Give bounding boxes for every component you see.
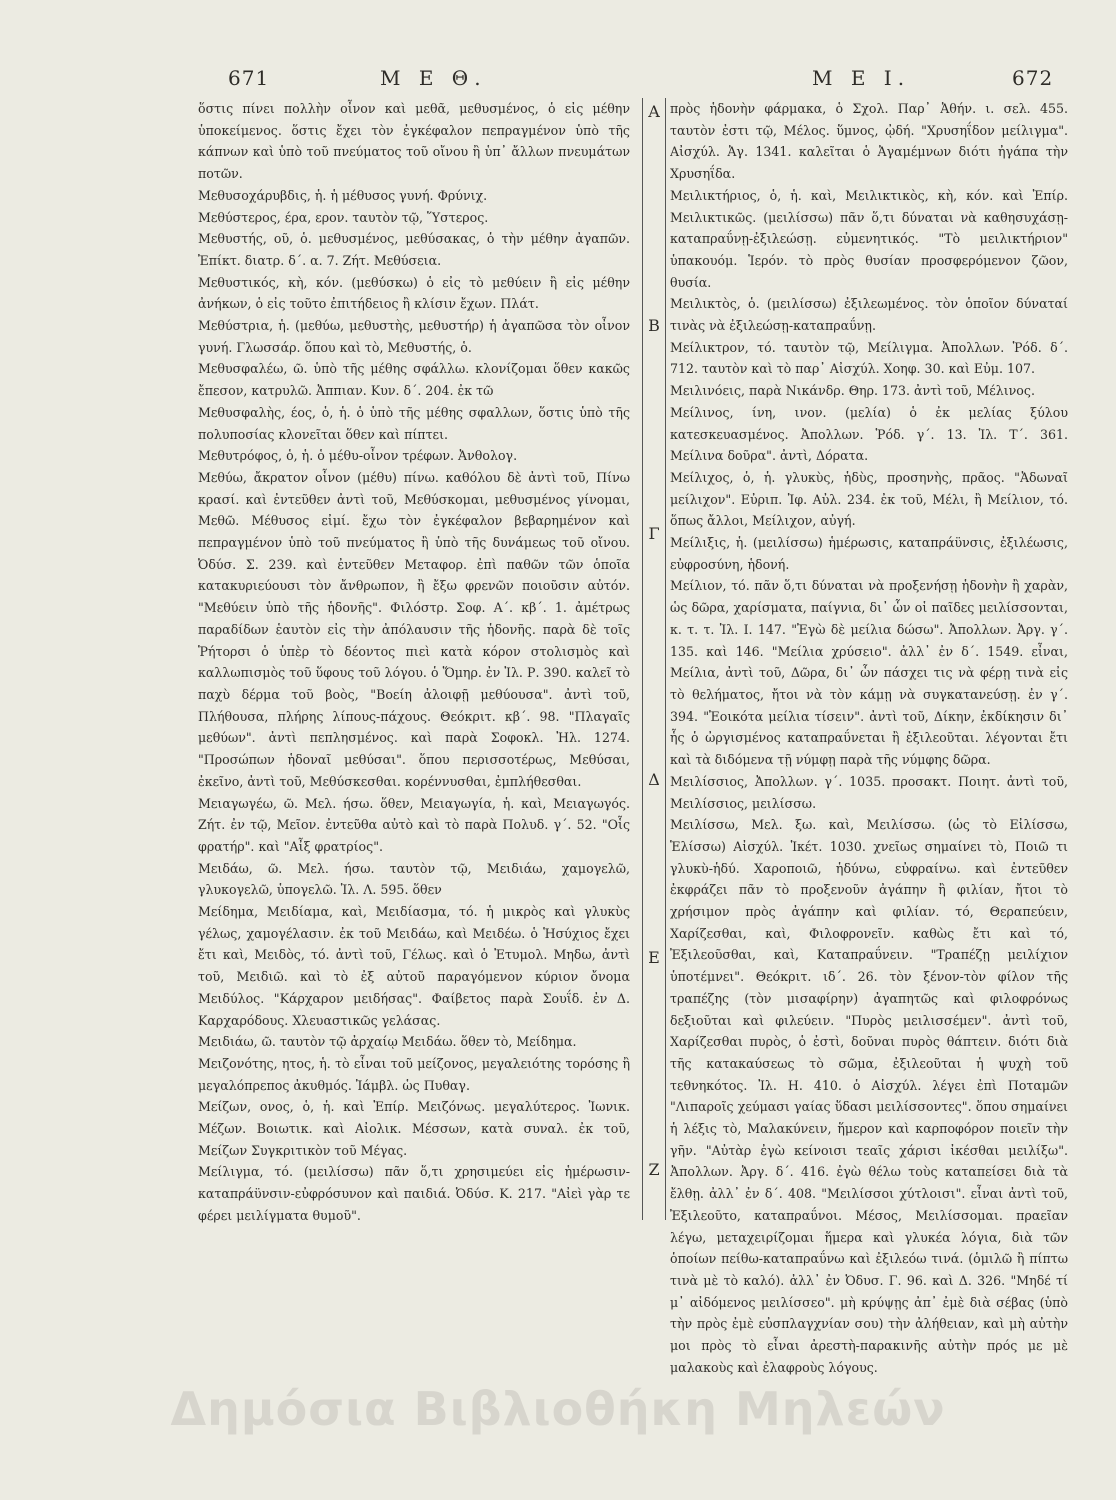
entry-text: Μείλικτρον, τό. ταυτὸν τῷ, Μείλιγμα. Ἀπολλων. Ῥόδ. δ΄. 712. ταυτὸν καὶ τὸ παρ᾽ Αἰσχύλ. Χοηφ. 30. καὶ Εὐμ. 107. bbox=[670, 339, 1068, 377]
entry-text: Μεθυστής, οῦ, ὁ. μεθυσμένος, μεθύσακας, ὁ τὴν μέθην ἀγαπῶν. Ἐπίκτ. διατρ. δ΄. α. 7. Ζήτ. Μεθύσεια. bbox=[198, 231, 630, 268]
entry-text: Μείλιξις, ἡ. (μειλίσσω) ἡμέρωσις, καταπράϋνσις, ἐξιλέωσις, εὐφροσύνη, ἡδονή. bbox=[670, 535, 1068, 572]
entry-text: Μεθυστικός, κὴ, κόν. (μεθύσκω) ὁ εἰς τὸ μεθύειν ἢ εἰς μέθην ἀνήκων, ὁ εἰς τοῦτο ἐπιτήδειος ἢ κλίσιν ἔχων. Πλάτ. bbox=[198, 274, 630, 312]
entry-text: Μειλικτὸς, ὁ. (μειλίσσω) ἐξιλεωμένος. τὸν ὁποῖον δύναταί τινὰς νὰ ἐξιλεώσῃ-καταπραΰνῃ. bbox=[670, 296, 1068, 334]
entry-text: Μείλιον, τό. πᾶν ὅ,τι δύναται νὰ προξενήσῃ ἡδονὴν ἢ χαρὰν, ὡς δῶρα, χαρίσματα, παίγνια, δι᾽ ὧν οἱ παῖδες μειλίσσονται, κ. τ. τ. Ἰλ. Ι. 147. "Ἐγὼ δὲ μείλια δώσω". Ἀπολλων. Ἀργ. γ΄. 135. καὶ 146. "Μείλια χρύσειο". ἀλλ᾽ ἐν δ΄. 1549. εἶναι, Μείλια, ἀντὶ τοῦ, Δῶρα, δι᾽ ὧν πάσχει τις νὰ φέρῃ τινὰ εἰς τὸ θελήματος, ἤτοι νὰ τὸν κάμῃ νὰ συγκατανεύσῃ. ἐν γ΄. 394. "Ἐοικότα μείλια τίσειν". ἀντὶ τοῦ, Δίκην, ἐκδίκησιν δι᾽ ἧς ὁ ὠργισμένος καταπραΰνεται ἢ ἐξιλεοῦται. λέγονται ἔτι καὶ τὰ διδόμενα τῇ νύμφῃ παρὰ τῆς νύμφης δῶρα. bbox=[670, 578, 1068, 768]
entry-text: Μειδάω, ῶ. Μελ. ήσω. ταυτὸν τῷ, Μειδιάω, χαμογελῶ, γλυκογελῶ, ὑπογελῶ. Ἰλ. Λ. 595. ὅθεν bbox=[198, 860, 630, 898]
entry-text: Μειαγωγέω, ῶ. Μελ. ήσω. ὅθεν, Μειαγωγία, ἡ. καὶ, Μειαγωγός. Ζήτ. ἐν τῷ, Μεῖον. ἐντεῦθα αὐτὸ καὶ τὸ παρὰ Πολυδ. γ΄. 52. "Οἷς φρατήρ". καὶ "Αἶξ φρατρίος". bbox=[198, 795, 630, 854]
section-letter: Ζ bbox=[648, 1160, 660, 1179]
entry-text: Μεθυσφαλὴς, έος, ὁ, ἡ. ὁ ὑπὸ τῆς μέθης σφαλλων, ὅστις ὑπὸ τῆς πολυποσίας κλονεῖται ὅθεν καὶ πίπτει. bbox=[198, 404, 630, 442]
entry-text: Μεθύστρια, ἡ. (μεθύω, μεθυστὴς, μεθυστήρ) ἡ ἀγαπῶσα τὸν οἶνον γυνή. Γλωσσάρ. ὅπου καὶ τὸ, Μεθυστής, ὁ. bbox=[198, 318, 630, 355]
entry-text: πρὸς ἡδονὴν φάρμακα, ὁ Σχολ. Παρ᾽ Ἀθήν. ι. σελ. 455. ταυτὸν ἐστι τῷ, Μέλος. ὕμνος, ᾠδή. "Χρυσηΐδον μείλιγμα". Αἰσχύλ. Ἀγ. 1341. καλεῖται ὁ Ἀγαμέμνων διότι ἠγάπα τὴν Χρυσηΐδα. bbox=[670, 101, 1068, 182]
entry-text: Μειλικτήριος, ὁ, ἡ. καὶ, Μειλικτικὸς, κὴ, κόν. καὶ Ἐπίρ. Μειλικτικῶς. (μειλίσσω) πᾶν ὅ,τι δύναται νὰ καθησυχάσῃ-καταπραΰνῃ-ἐξιλεώσῃ. εὐμενητικός. "Τὸ μειλικτήριον" ὑπακουόμ. Ἱερόν. τὸ πρὸς θυσίαν προσφερόμενον ζῶον, θυσία. bbox=[670, 187, 1068, 290]
entry-text: Μείζων, ονος, ὁ, ἡ. καὶ Ἐπίρ. Μειζόνως. μεγαλύτερος. Ἰωνικ. Μέζων. Βοιωτικ. καὶ Αἰολικ. Μέσσων, κατὰ συναλ. ἐκ τοῦ, Μείζων Συγκριτικὸν τοῦ Μέγας. bbox=[198, 1099, 630, 1158]
section-letter: Β bbox=[648, 316, 660, 335]
left-running-head: Μ Ε Θ. bbox=[380, 66, 487, 90]
entry-text: Μεθυσφαλέω, ῶ. ὑπὸ τῆς μέθης σφάλλω. κλονίζομαι ὅθεν κακῶς ἔπεσον, κατρυλῶ. Ἀππιαν. Κυν. δ΄. 204. ἐκ τῶ bbox=[198, 361, 630, 399]
right-column bbox=[670, 98, 1068, 1380]
entry-text: Μειλίσσιος, Ἀπολλων. γ΄. 1035. προσακτ. Ποιητ. ἀντὶ τοῦ, Μειλίσσιος, μειλίσσω. bbox=[670, 773, 1068, 811]
entry-text: Μεθυσοχάρυβδις, ἡ. ἡ μέθυσος γυνή. Φρύνιχ. bbox=[198, 187, 488, 203]
entry-text: Μειδιάω, ῶ. ταυτὸν τῷ ἀρχαίῳ Μειδάω. ὅθεν τὸ, Μείδημα. bbox=[198, 1034, 577, 1050]
entry-text: ὅστις πίνει πολλὴν οἶνον καὶ μεθᾶ, μεθυσμένος, ὁ εἰς μέθην ὑποκείμενος. ὅστις ἔχει τὸν ἐγκέφαλον πεπραγμένον ὑπὸ τῆς κάπνων καὶ ὑπὸ τοῦ πνεύματος τοῦ οἴνου ἢ ὑπ᾽ ἄλλων πνευμάτων ποτῶν. bbox=[198, 101, 630, 182]
column-gutter bbox=[642, 98, 666, 1220]
library-watermark: Δημόσια Βιβλιοθήκη Μηλεών bbox=[170, 1382, 946, 1436]
entry-text: Μείδημα, Μειδίαμα, καὶ, Μειδίασμα, τό. ἡ μικρὸς καὶ γλυκὺς γέλως, χαμογέλασιν. ἐκ τοῦ Μειδάω, καὶ Μειδέω. ὁ Ἡσύχιος ἔχει ἔτι καὶ, Μειδὸς, τό. ἀντὶ τοῦ, Γέλως. καὶ ὁ Ἐτυμολ. Μηδω, ἀντὶ τοῦ, Μειδιῶ. καὶ τὸ ἐξ αὐτοῦ παραγόμενον κύριον ὄνομα Μειδύλος. "Κάρχαρον μειδήσας". Φαίβετος παρὰ Σουΐδ. ἐν Δ. Καρχαρόδους. Χλευαστικῶς γελάσας. bbox=[198, 904, 630, 1028]
entry-text: Μεθυτρόφος, ὁ, ἡ. ὁ μέθυ-οἶνον τρέφων. Ἀνθολογ. bbox=[198, 448, 518, 464]
section-letter: Γ bbox=[648, 524, 660, 543]
left-page-number: 671 bbox=[228, 66, 270, 90]
entry-text: Μεθύστερος, έρα, ερον. ταυτὸν τῷ, Ὕστερος. bbox=[198, 209, 489, 225]
section-letter: Α bbox=[648, 102, 660, 121]
section-letter: Δ bbox=[648, 770, 660, 789]
entry-text: Μείλιχος, ὁ, ἡ. γλυκὺς, ἡδὺς, προσηνὴς, πρᾶος. "Ἀδωναῖ μείλιχον". Εὐριπ. Ἰφ. Αὐλ. 234. ἐκ τοῦ, Μέλι, ἢ Μείλιον, τό. ὅπως ἄλλοι, Μείλιχον, αὐγή. bbox=[670, 469, 1068, 529]
entry-text: Μειζονότης, ητος, ἡ. τὸ εἶναι τοῦ μείζονος, μεγαλειότης τορόσης ἢ μεγαλόπρεπος ἀκυθμός. Ἰάμβλ. ὡς Πυθαγ. bbox=[198, 1055, 630, 1093]
entry-text: Μεθύω, ἄκρατον οἶνον (μέθυ) πίνω. καθόλου δὲ ἀντὶ τοῦ, Πίνω κρασί. καὶ ἐντεῦθεν ἀντὶ τοῦ, Μεθύσκομαι, μεθυσμένος γίνομαι, Μεθῶ. Μέθυσος εἰμί. ἔχω τὸν ἐγκέφαλον βεβαρημένον καὶ πεπραγμένον ὑπὸ τοῦ πνεύματος ἢ ὑπὸ τῆς δυνάμεως τοῦ οἴνου. Ὀδύσ. Σ. 239. καὶ ἐντεῦθεν Μεταφορ. ἐπὶ παθῶν τῶν ὁποῖα κατακυριεύουσι τὸν ἄνθρωπον, ἢ ἔξω φρενῶν ποιοῦσιν αὐτόν. "Μεθύειν ὑπὸ τῆς ἡδονῆς". Φιλόστρ. Σοφ. Α΄. κβ΄. 1. ἀμέτρως παραδίδων ἑαυτὸν εἰς τὴν ἀπόλαυσιν τῆς ἡδονῆς. παρὰ δὲ τοῖς Ῥήτορσι ὁ ὑπὲρ τὸ δέοντος πιεὶ κατὰ κόρον στολισμὸς καὶ καλλωπισμὸς τοῦ ὕφους τοῦ λόγου. ὁ Ὅμηρ. ἐν Ἰλ. Ρ. 390. καλεῖ τὸ παχὺ δέρμα τοῦ βοὸς, "Βοείη ἀλοιφῇ μεθύουσα". ἀντὶ τοῦ, Πλήθουσα, πλήρης λίπους-πάχους. Θεόκριτ. κβ΄. 98. "Πλαγαῖς μεθύων". ἀντὶ πεπλησμένος. καὶ παρὰ Σοφοκλ. Ἠλ. 1274. "Προσώπων ἡδοναῖ μεθύσαι". ὅπου περισσοτέρως, Μεθύσαι, ἐκεῖνο, ἀντὶ τοῦ, Μεθύσκεσθαι. κορέννυσθαι, ἐμπλήθεσθαι. bbox=[198, 469, 630, 789]
right-page-number: 672 bbox=[1012, 66, 1054, 90]
section-letter: Ε bbox=[648, 948, 660, 967]
entry-text: Μείλιγμα, τό. (μειλίσσω) πᾶν ὅ,τι χρησιμεύει εἰς ἡμέρωσιν-καταπράϋνσιν-εὐφρόσυνον καὶ παιδιά. Ὀδύσ. Κ. 217. "Αἰεὶ γὰρ τε φέρει μειλίγματα θυμοῦ". bbox=[198, 1164, 630, 1223]
left-column bbox=[198, 98, 630, 1380]
entry-text: Μειλίσσω, Μελ. ξω. καὶ, Μειλίσσω. (ὡς τὸ Εἰλίσσω, Ἑλίσσω) Αἰσχύλ. Ἱκέτ. 1030. χνεῖως σημαίνει τὸ, Ποιῶ τι γλυκὺ-ἡδύ. Χαροποιῶ, ἡδύνω, εὐφραίνω. καὶ ἐντεῦθεν ἐκφράζει πᾶν τὸ προξενοῦν ἀγάπην ἢ φιλίαν, ἤτοι τὸ χρήσιμον πρὸς ἀγάπην καὶ φιλίαν. τό, Θεραπεύειν, Χαρίζεσθαι, καὶ, Φιλοφρονεῖν. καθὼς ἔτι καὶ τό, Ἐξιλεοῦσθαι, καὶ, Καταπραΰνειν. "Τραπέζῃ μειλίχιον ὑποτέμνει". Θεόκριτ. ιδ΄. 26. τὸν ξένον-τὸν φίλον τῆς τραπέζης (τὸν μισαφίρην) ἀγαπητῶς καὶ φιλοφρόνως δεξιοῦται καὶ φιλεύειν. "Πυρὸς μειλισσέμεν". ἀντὶ τοῦ, Χαρίζεσθαι πυρὸς, ὁ ἐστὶ, δοῦναι πυρὸς θάπτειν. διότι διὰ τῆς κατακαύσεως τὸ σῶμα, ἐξιλεοῦται ἡ ψυχὴ τοῦ τεθνηκότος. Ἰλ. Η. 410. ὁ Αἰσχύλ. λέγει ἐπὶ Ποταμῶν "Λιπαροῖς χεύμασι γαίας ὕδασι μειλίσσοντες". ὅπου σημαίνει ἡ λέξις τὸ, Μαλακύνειν, ἥμερον καὶ καρποφόρον ποιεῖν τὴν γῆν. "Αὐτὰρ ἐγὼ κείνοισι τεαῖς χάρισι ἰκέσθαι μειλίξω". Ἀπολλων. Ἀργ. δ΄. 416. ἐγὼ θέλω τοὺς καταπείσει διὰ τὰ ἔλθῃ. ἀλλ᾽ ἐν δ΄. 408. "Μειλίσσοι χύτλοισι". εἶναι ἀντὶ τοῦ, Ἐξιλεοῦτο, καταπραΰνοι. Μέσος, Μειλίσσομαι. πραεῖαν λέγω, μεταχειρίζομαι ἥμερα καὶ γλυκέα λόγια, διὰ τῶν ὁποίων πείθω-καταπραΰνω καὶ ἐξιλεόω τινά. (ὁμιλῶ ἢ πίπτω τινὰ μὲ τὸ καλό). ἀλλ᾽ ἐν Ὀδυσ. Γ. 96. καὶ Δ. 326. "Μηδέ τί μ᾽ αἰδόμενος μειλίσσεο". μὴ κρύψῃς ἀπ᾽ ἐμὲ διὰ σέβας (ὑπὸ τὴν πρὸς ἐμὲ εὐσπλαγχνίαν σου) τὴν ἀλήθειαν, καὶ μὴ αὐτὴν μοι πρὸς τὸ εἶναι ἀρεστὴ-παρακινῆς αὐτὴν πρός με μὲ μαλακοὺς καὶ ἐλαφροὺς λόγους. bbox=[670, 817, 1068, 1375]
entry-text: Μείλινος, ίνη, ινον. (μελία) ὁ ἐκ μελίας ξύλου κατεσκευασμένος. Ἀπολλων. Ῥόδ. γ΄. 13. Ἰλ. Τ΄. 361. Μείλινα δοῦρα". ἀντὶ, Δόρατα. bbox=[670, 404, 1068, 464]
entry-text: Μειλινόεις, παρὰ Νικάνδρ. Θηρ. 173. ἀντὶ τοῦ, Μέλινος. bbox=[670, 383, 1035, 399]
right-running-head: Μ Ε Ι. bbox=[812, 66, 911, 90]
